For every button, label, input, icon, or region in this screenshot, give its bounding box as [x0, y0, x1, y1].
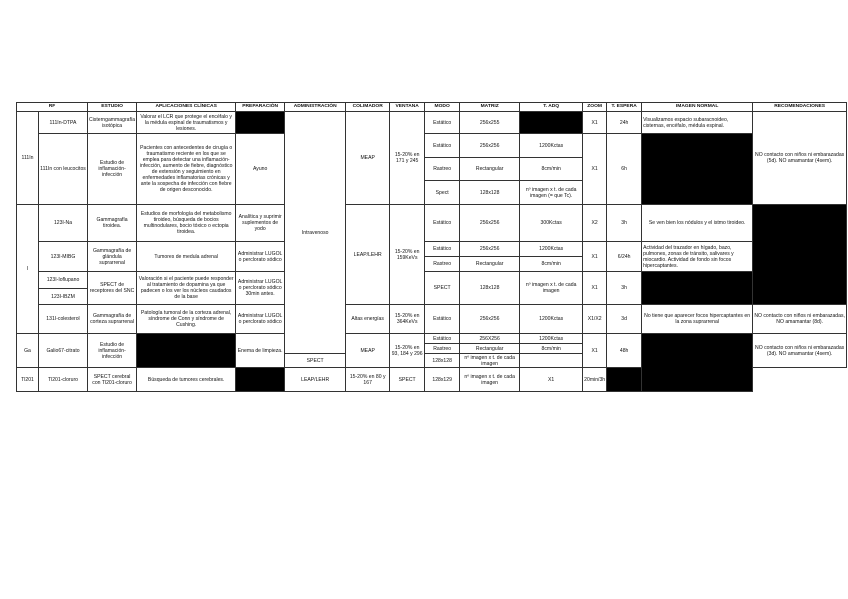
matriz-cell: 128x128 — [460, 181, 520, 205]
col-header-tadq: T. ADQ — [520, 103, 583, 112]
rf-cell: 123I-Ioflupano — [39, 272, 88, 289]
recomendaciones-cell: NO contacto con niños ni embarazadas (3d). NO amamantar (4sem). — [753, 334, 847, 368]
modo-cell: SPECT — [425, 272, 460, 305]
recomendaciones-cell: NO contacto con niños ni embarazadas (5d). NO amamantar (4sem). — [753, 112, 847, 205]
tadq-cell: nº imagen x t. de cada imagen — [520, 272, 583, 305]
matriz-cell: 256x256 — [460, 242, 520, 257]
rf-cell: 111In con leucocitos — [39, 134, 88, 205]
modo-cell: SPECT — [285, 354, 346, 368]
tadq-cell: 1200Kctas — [520, 305, 583, 334]
espera-cell: 24h — [607, 112, 642, 134]
tadq-cell: 8cm/min — [520, 158, 583, 181]
zoom-cell: X1 — [583, 272, 607, 305]
aplicaciones-cell: Búsqueda de tumores cerebrales. — [137, 368, 236, 392]
rf-cell: 123I-MIBG — [39, 242, 88, 272]
modo-cell: Estático — [425, 305, 460, 334]
estudio-cell: Estudio de inflamación-infección — [88, 334, 137, 368]
matriz-cell: 256x255 — [460, 112, 520, 134]
group-label-111in: 111In — [17, 112, 39, 205]
preparacion-cell: Administrar LUGOL o perclorato sódico 30min antes. — [236, 272, 285, 305]
colimador-cell: LEAP/LEHR — [346, 205, 390, 305]
rf-cell: 123I-Na — [39, 205, 88, 242]
colimador-cell: LEAP/LEHR — [285, 368, 346, 392]
matriz-cell: Rectangular — [460, 344, 520, 354]
estudio-cell: Estudio de inflamación-infección — [88, 134, 137, 205]
imagen-cell: Se ven bien los nódulos y el istmo tiroideo. — [642, 205, 753, 242]
preparacion-cell: Enema de limpieza. — [236, 334, 285, 368]
tadq-cell: 1200Kctas — [520, 334, 583, 344]
blank-cell — [753, 205, 847, 305]
modo-cell: Estático — [425, 205, 460, 242]
group-label-tl201: Tl201 — [17, 368, 39, 392]
estudio-cell: Gammagrafía de glándula suprarrenal — [88, 242, 137, 272]
espera-cell: 3h — [607, 205, 642, 242]
matriz-cell: 256x256 — [460, 305, 520, 334]
col-header-zoom: ZOOM — [583, 103, 607, 112]
matriz-cell: 128x128 — [425, 354, 460, 368]
table-row — [17, 272, 847, 289]
preparacion-cell: Administrar LUGOL o perclorato sódico — [236, 242, 285, 272]
tadq-cell: 1200Kctas — [520, 134, 583, 158]
preparacion-cell: Analítica y suprimir suplementos de yodo — [236, 205, 285, 242]
aplicaciones-cell: Estudios de morfología del metabolismo tiroideo, búsqueda de bocios multinodulares, bocio tóxico o ectopia tiroidea. — [137, 205, 236, 242]
col-header-administracion: ADMINISTRACIÓN — [285, 103, 346, 112]
zoom-cell: X2 — [583, 205, 607, 242]
matriz-cell: Rectangular — [460, 158, 520, 181]
modo-cell: Rastreo — [425, 257, 460, 272]
table-row — [17, 112, 847, 134]
rf-cell: Tl201-cloruro — [39, 368, 88, 392]
col-header-recomendaciones: RECOMENDACIONES — [753, 103, 847, 112]
blank-cell — [236, 368, 285, 392]
modo-cell: Estático — [425, 334, 460, 344]
matriz-cell: 256X256 — [460, 334, 520, 344]
estudio-cell: Gammagrafía de corteza suprarrenal — [88, 305, 137, 334]
col-header-modo: MODO — [425, 103, 460, 112]
matriz-cell: 256x256 — [460, 205, 520, 242]
tadq-cell: nº imagen x t. de cada imagen (= que Tc). — [520, 181, 583, 205]
recomendaciones-cell: NO contacto con niños ni embarazadas, NO amamantar (8d). — [753, 305, 847, 334]
radiopharmaceutical-table — [16, 102, 847, 392]
rf-cell: 131I-colesterol — [39, 305, 88, 334]
blank-cell — [642, 334, 753, 392]
table-row — [17, 242, 847, 257]
imagen-cell: Visualizamos espacio subaracnoideo, cisternas, encéfalo, médula espinal. — [642, 112, 753, 134]
zoom-cell: X1 — [520, 368, 583, 392]
estudio-cell: SPECT cerebral con Tl201-cloruro — [88, 368, 137, 392]
modo-cell: Estático — [425, 242, 460, 257]
zoom-cell: X1 — [583, 242, 607, 272]
col-header-espera: T. ESPERA — [607, 103, 642, 112]
ventana-cell: 15-20% en 80 y 167 — [346, 368, 390, 392]
modo-cell: Estático — [425, 134, 460, 158]
table-row — [17, 305, 847, 334]
administracion-cell: Intravenoso — [285, 112, 346, 354]
table-row — [17, 334, 847, 344]
estudio-cell: Cisterngammagrafía isotópica — [88, 112, 137, 134]
col-header-ventana: VENTANA — [390, 103, 425, 112]
colimador-cell: Altas energías — [346, 305, 390, 334]
table-row — [17, 134, 847, 158]
ventana-cell: 15-20% en 93, 184 y 296 — [390, 334, 425, 368]
rf-cell: 111In-DTPA — [39, 112, 88, 134]
rf-cell: 123I-IBZM — [39, 289, 88, 305]
imagen-cell: Actividad del trazador en hígado, bazo, pulmones, zonas de tránsito, salivares y miocardio. Actividad de fondo sin focos hipercaptantes. — [642, 242, 753, 272]
ventana-cell: 15-20% en 171 y 245 — [390, 112, 425, 205]
tadq-cell: nº imagen x t. de cada imagen — [460, 368, 520, 392]
blank-cell — [607, 368, 642, 392]
zoom-cell: X1 — [583, 112, 607, 134]
zoom-cell: X1/X2 — [583, 305, 607, 334]
table-row — [17, 205, 847, 242]
espera-cell: 3h — [607, 272, 642, 305]
zoom-cell: X1 — [583, 134, 607, 205]
col-header-colimador: COLIMADOR — [346, 103, 390, 112]
espera-cell: 48h — [607, 334, 642, 368]
col-header-matriz: MATRIZ — [460, 103, 520, 112]
blank-cell — [642, 272, 753, 305]
col-header-imagen: IMAGEN NORMAL — [642, 103, 753, 112]
group-label-ga: Ga — [17, 334, 39, 368]
blank-cell — [642, 134, 753, 205]
preparacion-cell: Administrar LUGOL o perclorato sódico — [236, 305, 285, 334]
col-header-estudio: ESTUDIO — [88, 103, 137, 112]
matriz-cell: 128x129 — [425, 368, 460, 392]
matriz-cell: 128x128 — [460, 272, 520, 305]
col-header-rf: RF — [17, 103, 88, 112]
espera-cell: 6/24h — [607, 242, 642, 272]
aplicaciones-cell: Valoración si el paciente puede responder al tratamiento de dopamina ya que padecen o los ver los núcleos caudados de la base — [137, 272, 236, 305]
tadq-cell: nº imagen x t. de cada imagen — [460, 354, 520, 368]
tadq-cell: 1200Kctas — [520, 242, 583, 257]
blank-cell — [137, 334, 236, 368]
col-header-aplicaciones: APLICACIONES CLÍNICAS — [137, 103, 236, 112]
tadq-cell: 8cm/min — [520, 344, 583, 354]
preparacion-cell: Ayuno — [236, 134, 285, 205]
espera-cell: 6h — [607, 134, 642, 205]
header-row — [17, 103, 847, 112]
ventana-cell: 15-20% en 364KeVs — [390, 305, 425, 334]
aplicaciones-cell: Patología tumoral de la corteza adrenal, síndrome de Conn y síndrome de Cushing. — [137, 305, 236, 334]
modo-cell: Rastreo — [425, 158, 460, 181]
estudio-cell: SPECT de receptores del SNC — [88, 272, 137, 305]
blank-cell — [520, 112, 583, 134]
blank-cell — [236, 112, 285, 134]
colimador-cell: MEAP — [346, 112, 390, 205]
matriz-cell: 256x256 — [460, 134, 520, 158]
matriz-cell: Rectangular — [460, 257, 520, 272]
aplicaciones-cell: Valorar el LCR que protege el encéfalo y la médula espinal de traumatismos y lesiones. — [137, 112, 236, 134]
estudio-cell: Gammagrafía tiroidea. — [88, 205, 137, 242]
group-label-i: I — [17, 205, 39, 334]
aplicaciones-cell: Tumores de medula adrenal — [137, 242, 236, 272]
modo-cell: SPECT — [390, 368, 425, 392]
tadq-cell: 8cm/min — [520, 257, 583, 272]
modo-cell: Estático — [425, 112, 460, 134]
colimador-cell: MEAP — [346, 334, 390, 368]
modo-cell: Spect — [425, 181, 460, 205]
aplicaciones-cell: Pacientes con antecedentes de cirugía o traumatismo reciente en los que se emplea para detectar una inflamación-infección, aumento de fiebre, diagnóstico de extensión y seguimiento en enfermedades inflamatorias crónicas y ante la sospecha de infección con fiebre de origen desconocido. — [137, 134, 236, 205]
tadq-cell: 300Kctas — [520, 205, 583, 242]
espera-cell: 20min/3h — [583, 368, 607, 392]
espera-cell: 3d — [607, 305, 642, 334]
col-header-preparacion: PREPARACIÓN — [236, 103, 285, 112]
rf-cell: Galio67-citrato — [39, 334, 88, 368]
imagen-cell: No tiene que aparecer focos hipercaptantes en la zona suprarrenal — [642, 305, 753, 334]
modo-cell: Rastreo — [425, 344, 460, 354]
ventana-cell: 15-20% en 159KeVs — [390, 205, 425, 305]
zoom-cell: X1 — [583, 334, 607, 368]
